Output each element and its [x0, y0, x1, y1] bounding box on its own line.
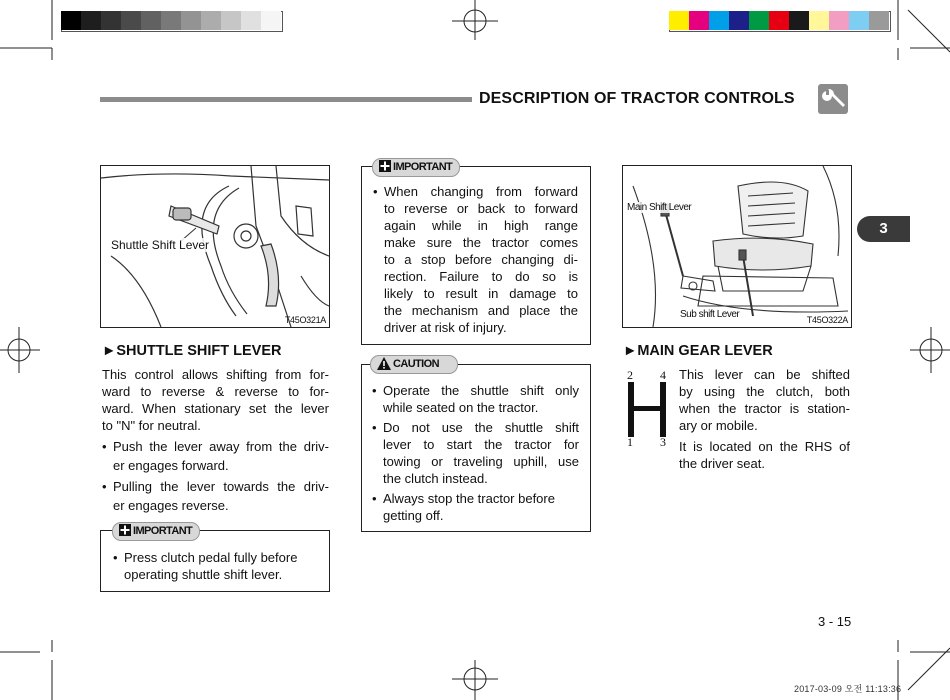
bullet-line: rection. Failure to do so is — [384, 269, 578, 284]
important-bullet-direction — [373, 183, 578, 336]
color-swatch — [181, 11, 201, 30]
bullet-line: Operate the shuttle shift only — [383, 383, 579, 398]
color-swatch — [729, 11, 749, 30]
bullet-dot: • — [102, 479, 107, 494]
gear-paragraph — [679, 366, 850, 434]
shuttle-lever-label: Shuttle Shift Lever — [111, 238, 210, 252]
shuttle-paragraph-line: ward to reverse & reverse to for- — [102, 384, 329, 399]
bullet-line: to a stop before changing di- — [384, 252, 578, 267]
caution-bullet-stop — [372, 490, 579, 524]
important-cross-icon — [379, 160, 391, 172]
gear-section-title: ►MAIN GEAR LEVER — [623, 343, 773, 359]
color-swatch — [749, 11, 769, 30]
color-swatch — [81, 11, 101, 30]
color-swatch — [161, 11, 181, 30]
bullet-line: er engages forward. — [113, 458, 229, 473]
gear-position-3: 3 — [660, 435, 666, 449]
important-cross-icon — [119, 524, 131, 536]
bullet-line: lever to start the tractor for — [383, 437, 579, 452]
caution-badge — [370, 355, 458, 374]
caution-bullet-seated — [372, 382, 579, 416]
bullet-line: while seated on the tractor. — [383, 400, 539, 415]
gear-paragraph-line: It is located on the RHS of — [679, 439, 850, 454]
bullet-dot: • — [372, 491, 377, 506]
caution-label: CAUTION — [393, 358, 439, 370]
gear-lever-figure — [622, 165, 852, 328]
shuttle-bullet-reverse — [102, 478, 329, 514]
bullet-line: Always stop the tractor before — [383, 491, 555, 506]
color-swatch — [709, 11, 729, 30]
shuttle-lever-figure — [100, 165, 330, 328]
color-swatch — [121, 11, 141, 30]
bullet-line: Press clutch pedal fully before — [124, 550, 298, 565]
shuttle-paragraph-line: ward. When stationary set the lever — [102, 401, 329, 416]
seat-figure-code: T45O322A — [806, 315, 848, 325]
gear-position-1: 1 — [627, 435, 633, 449]
color-swatch — [669, 11, 689, 30]
important-label: IMPORTANT — [133, 525, 193, 537]
color-swatch — [221, 11, 241, 30]
bullet-line: Push the lever away from the driv- — [113, 439, 329, 454]
gear-paragraph-line: when the tractor is station- — [679, 401, 850, 416]
important-badge — [112, 522, 200, 541]
gear-paragraph-line: This lever can be shifted — [679, 367, 850, 382]
bullet-line: driver at risk of injury. — [384, 320, 507, 335]
main-shift-lever-label: Main Shift Lever — [627, 202, 692, 213]
gear-location-paragraph — [679, 438, 850, 472]
seat-lever-illustration — [623, 166, 851, 327]
color-swatch — [869, 11, 889, 30]
gear-position-4: 4 — [660, 368, 666, 382]
color-swatch — [769, 11, 789, 30]
color-swatch — [829, 11, 849, 30]
bullet-line: likely to result in damage to — [384, 286, 578, 301]
shuttle-figure-code: T45O321A — [284, 315, 326, 325]
color-swatch — [101, 11, 121, 30]
bullet-line: er engages reverse. — [113, 498, 229, 513]
print-timestamp: 2017-03-09 오전 11:13:36 — [794, 684, 902, 694]
page-number: 3 - 15 — [818, 614, 852, 629]
page-title: DESCRIPTION OF TRACTOR CONTROLS — [479, 90, 795, 107]
color-swatch — [789, 11, 809, 30]
color-swatch — [849, 11, 869, 30]
header-rule — [100, 97, 472, 102]
wrench-icon — [818, 84, 848, 114]
bullet-dot: • — [373, 184, 378, 199]
bullet-line: to reverse or back to forward — [384, 201, 578, 216]
color-swatch — [141, 11, 161, 30]
bullet-line: again while in high range — [384, 218, 578, 233]
shuttle-section-title: ►SHUTTLE SHIFT LEVER — [102, 343, 282, 359]
color-swatch — [201, 11, 221, 30]
chapter-tab: 3 — [857, 216, 910, 242]
sub-shift-lever-label: Sub shift Lever — [680, 309, 740, 320]
bullet-dot: • — [372, 420, 377, 435]
bullet-line: operating shuttle shift lever. — [124, 567, 283, 582]
gear-paragraph-line: the driver seat. — [679, 456, 765, 471]
important-label: IMPORTANT — [393, 161, 453, 173]
bullet-line: the mechanism and place the — [384, 303, 578, 318]
shuttle-paragraph — [102, 366, 329, 434]
color-swatch — [61, 11, 81, 30]
shuttle-paragraph-line: to "N" for neutral. — [102, 418, 201, 433]
color-swatch — [261, 11, 281, 30]
important-bullet — [113, 549, 318, 583]
important-badge — [372, 158, 460, 177]
bullet-dot: • — [113, 550, 118, 565]
bullet-line: Pulling the lever towards the driv- — [113, 479, 329, 494]
gear-paragraph-line: by using the clutch, both — [679, 384, 850, 399]
bullet-line: the clutch instead. — [383, 471, 488, 486]
color-swatch — [241, 11, 261, 30]
bullet-line: Do not use the shuttle shift — [383, 420, 579, 435]
gear-paragraph-line: ary or mobile. — [679, 418, 758, 433]
warning-triangle-icon — [377, 357, 391, 370]
color-swatch — [689, 11, 709, 30]
bullet-line: make sure the tractor comes — [384, 235, 578, 250]
bullet-dot: • — [102, 439, 107, 454]
gear-position-2: 2 — [627, 368, 633, 382]
bullet-line: towing or traveling uphill, use — [383, 454, 579, 469]
shuttle-bullet-forward — [102, 438, 329, 474]
gear-pattern-diagram — [622, 368, 672, 450]
bullet-dot: • — [372, 383, 377, 398]
shuttle-paragraph-line: This control allows shifting from for- — [102, 367, 329, 382]
bullet-line: When changing from forward — [384, 184, 578, 199]
caution-bullet-towing — [372, 419, 579, 487]
bullet-line: getting off. — [383, 508, 444, 523]
color-swatch — [809, 11, 829, 30]
